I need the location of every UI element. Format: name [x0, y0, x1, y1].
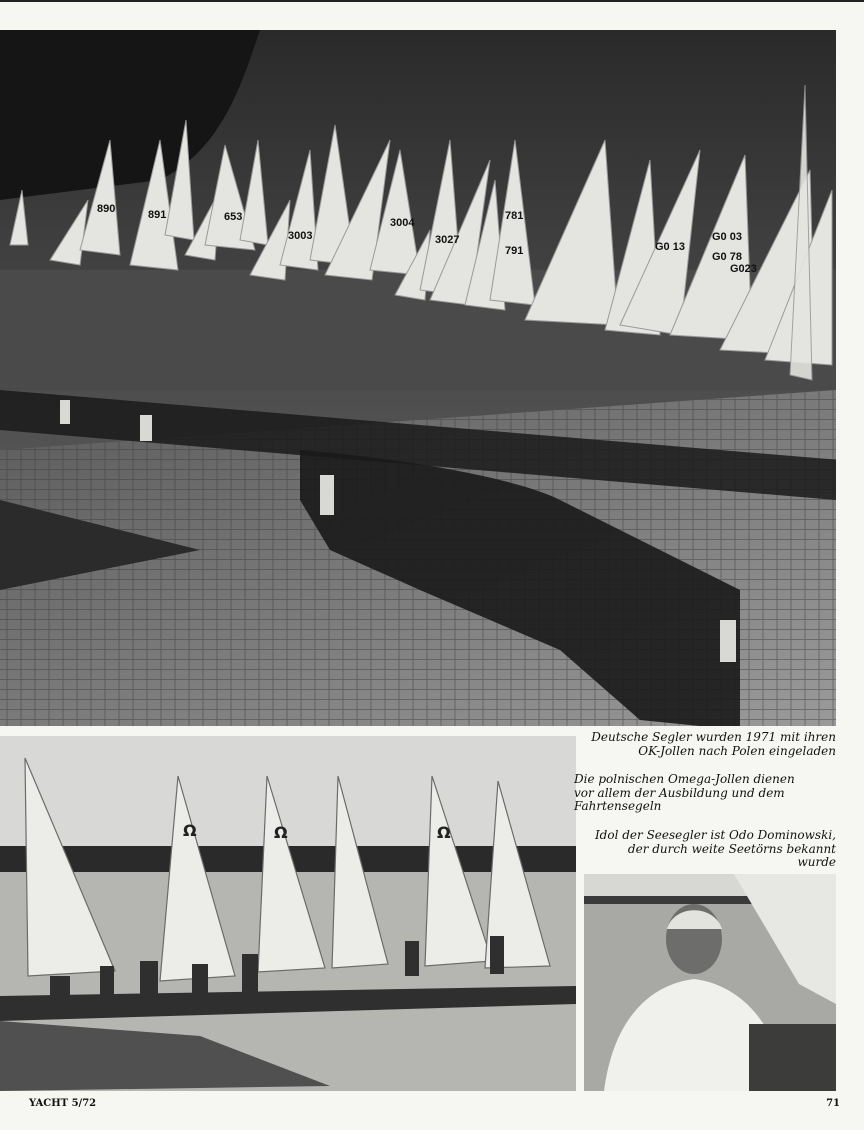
svg-text:G0 13: G0 13 — [655, 241, 685, 253]
svg-text:G023: G023 — [730, 263, 757, 275]
page-top-rule — [0, 0, 864, 2]
photo-omega-dinghies — [0, 736, 576, 1091]
svg-text:Ω: Ω — [183, 821, 197, 840]
photo-ok-dinghy-lineup — [0, 30, 836, 726]
svg-text:G0 78: G0 78 — [712, 251, 742, 263]
magazine-issue-label: YACHT 5/72 — [29, 1098, 97, 1109]
svg-text:G0 03: G0 03 — [712, 231, 742, 243]
svg-text:3027: 3027 — [435, 234, 460, 246]
svg-text:Ω: Ω — [274, 823, 288, 842]
svg-text:781: 781 — [505, 210, 524, 222]
svg-text:653: 653 — [224, 211, 243, 223]
svg-text:3003: 3003 — [288, 230, 313, 242]
caption-ok-jollen: Deutsche Segler wurden 1971 mit ihren OK-Jollen nach Polen eingeladen — [591, 730, 836, 758]
svg-text:891: 891 — [148, 209, 167, 221]
svg-text:Ω: Ω — [437, 823, 451, 842]
svg-text:890: 890 — [97, 203, 116, 215]
photo-portrait-sailor — [584, 874, 836, 1091]
svg-text:791: 791 — [505, 245, 524, 257]
caption-omega-jollen: Die polnischen Omega-Jollen dienen vor allem der Ausbildung und dem Fahrtensegeln — [574, 772, 795, 813]
svg-text:3004: 3004 — [390, 217, 415, 229]
page-number: 71 — [826, 1098, 840, 1109]
caption-odo-dominowski: Idol der Seesegler ist Odo Dominowski, der durch weite Seetörns bekannt wurde — [594, 828, 836, 869]
